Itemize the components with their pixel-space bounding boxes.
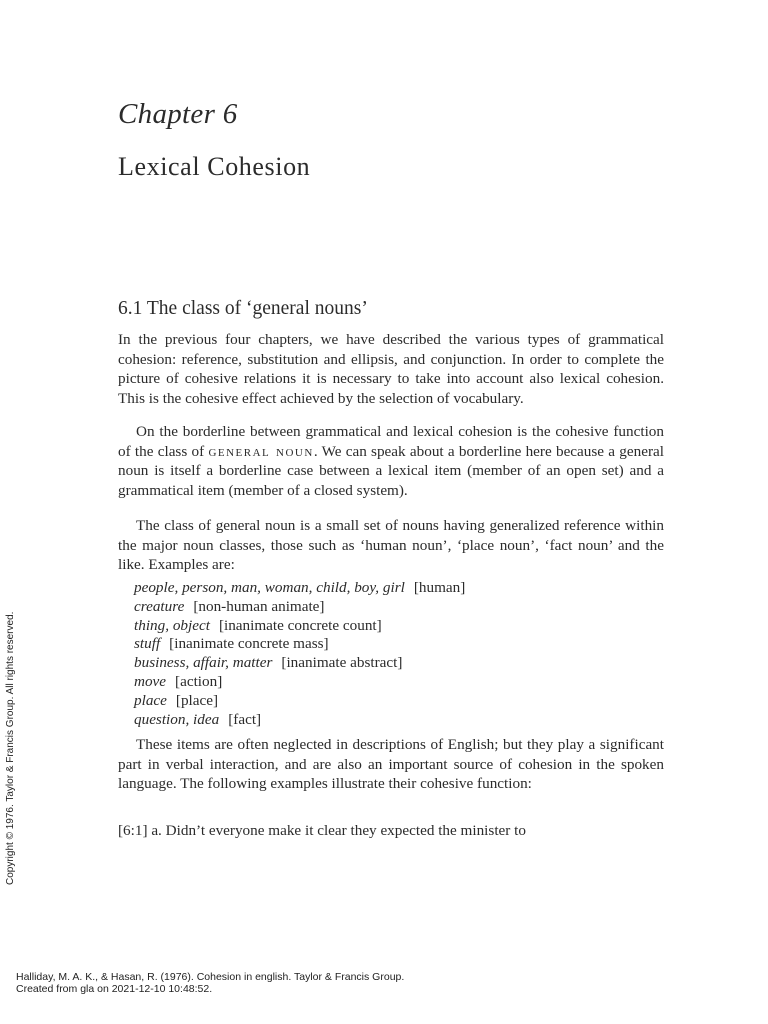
example-number: [6:1] a.: [118, 822, 162, 839]
example-category: [inanimate concrete count]: [218, 616, 382, 634]
list-item: [134, 635, 465, 654]
example-category: [place]: [175, 691, 219, 709]
example-category: [non-human animate]: [193, 597, 325, 615]
paragraph-class-definition: The class of general noun is a small set of nouns having generalized reference within the major noun classes, those such as ‘human noun’, ‘place noun’, ‘fact noun’ and the like. Examples are:: [118, 517, 664, 573]
example-words: thing, object: [134, 616, 210, 634]
example-words: business, affair, matter: [134, 654, 273, 672]
example-category: [inanimate concrete mass]: [169, 635, 329, 653]
example-words: people, person, man, woman, child, boy, girl: [134, 579, 405, 596]
paragraph-neglected: These items are often neglected in descriptions of English; but they play a significant part in verbal interaction, and are also an important source of cohesion in the spoken language. The following examples illustrate their cohesive function:: [118, 736, 664, 792]
citation-footer: [16, 971, 404, 995]
citation-line: Halliday, M. A. K., & Hasan, R. (1976). Cohesion in english. Taylor & Francis Group.: [16, 971, 405, 983]
list-item: [134, 598, 465, 617]
example-words: stuff: [134, 635, 161, 653]
example-words: creature: [134, 597, 185, 615]
side-copyright-notice: Copyright © 1976. Taylor & Francis Group. All rights reserved.: [5, 611, 16, 885]
paragraph-borderline-start: On the borderline between grammatical and lexical cohesion is the cohesive function of the class of: [118, 423, 664, 460]
example-words: move: [134, 672, 167, 690]
chapter-label: Chapter 6: [118, 98, 238, 130]
chapter-title: Lexical Cohesion: [118, 152, 311, 181]
paragraph-intro: In the previous four chapters, we have described the various types of grammatical cohesion: reference, substitution and ellipsis, and conjunction. In order to complete the picture of cohesive relations it is necessary to take into account also lexical cohesion. This is the cohesive effect achieved by the selection of vocabulary.: [118, 331, 664, 407]
example-text: Didn’t everyone make it clear they expected the minister to: [165, 822, 526, 839]
term-general-noun: general noun: [208, 442, 314, 460]
example-category: [inanimate abstract]: [281, 654, 403, 672]
example-words: place: [134, 691, 167, 709]
example-6-1: [118, 822, 526, 840]
list-item: [134, 617, 465, 636]
list-item: [134, 692, 465, 711]
example-category: [fact]: [228, 710, 262, 728]
paragraph-borderline-end: . We can speak about a borderline here because a general noun is itself a borderline case between a lexical item (member of an open set) and a grammatical item (member of a closed system).: [118, 442, 664, 499]
list-item: [134, 654, 465, 673]
list-item: [134, 673, 465, 692]
example-category: [action]: [175, 672, 223, 690]
list-item: [134, 711, 465, 730]
example-words: question, idea: [134, 710, 220, 728]
paragraph-borderline: [118, 422, 664, 500]
list-item: [134, 579, 465, 598]
example-category: [human]: [413, 579, 466, 596]
general-noun-examples-list: [134, 579, 465, 729]
created-line: Created from gla on 2021-12-10 10:48:52.: [16, 983, 213, 995]
section-heading: 6.1 The class of ‘general nouns’: [118, 298, 368, 319]
